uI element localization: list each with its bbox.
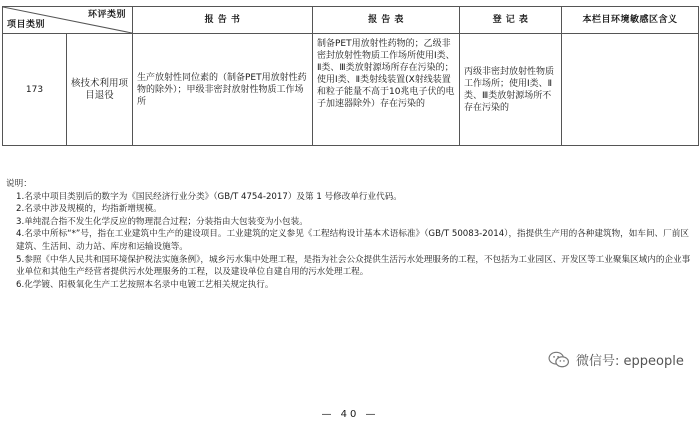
- registration-header: 登 记 表: [460, 7, 562, 34]
- registration-cell: 丙级非密封放射性物质工作场所；使用Ⅰ类、Ⅱ类、Ⅲ类放射源场所不存在污染的: [460, 34, 562, 146]
- notes-section: [6, 178, 696, 291]
- classification-table: [2, 6, 699, 146]
- report-book-header: 报 告 书: [133, 7, 313, 34]
- note-item: 1.名录中项目类别后的数字为《国民经济行业分类》（GB/T 4754-2017）及第 1 号修改单行业代码。: [16, 191, 402, 202]
- report-book-cell: 生产放射性同位素的（制备PET用放射性药物的除外）；甲级非密封放射性物质工作场所: [133, 34, 313, 146]
- wechat-watermark: [548, 350, 684, 369]
- note-item: 4.名录中所标“*”号，指在工业建筑中生产的建设项目。工业建筑的定义参见《工程结构设计基本术语标准》（GB/T 50083-2014），指提供生产用的各种建筑物，如车间、厂前区建筑、生活间、动力站、库房和运输设施等。: [16, 229, 689, 252]
- watermark-text: 微信号: eppeople: [576, 354, 684, 369]
- note-item: 6.化学镀、阳极氧化生产工艺按照本名录中电镀工艺相关规定执行。: [16, 279, 274, 290]
- project-category-label: 项目类别: [7, 20, 46, 30]
- page-number: — 40 —: [321, 409, 379, 420]
- category-header-cell: [3, 7, 133, 34]
- report-form-header: 报 告 表: [313, 7, 460, 34]
- row-number: 173: [3, 34, 67, 146]
- env-category-label: 环评类别: [87, 10, 126, 20]
- note-item: 2.名录中涉及规模的，均指新增规模。: [16, 204, 162, 215]
- sensitive-area-header: 本栏目环境敏感区含义: [562, 7, 699, 34]
- notes-title: 说明：: [6, 179, 32, 189]
- table-row: [3, 34, 699, 146]
- note-item: 5.参照《中华人民共和国环境保护税法实施条例》，城乡污水集中处理工程，是指为社会公众提供生活污水处理服务的工程，不包括为工业园区、开发区等工业聚集区域内的企业事业单位和其他生产经营者提供污水处理服务的工程，以及建设单位自建自用的污水处理工程。: [16, 254, 691, 278]
- wechat-icon: [548, 351, 570, 369]
- report-form-cell: 制备PET用放射性药物的；乙级非密封放射性物质工作场所使用Ⅰ类、Ⅱ类、Ⅲ类放射源场所存在污染的；使用Ⅰ类、Ⅱ类射线装置(X射线装置和粒子能量不高于10兆电子伏的电子加速器除外）存在污染的: [313, 34, 460, 146]
- table-header-row: [3, 7, 699, 34]
- project-item: 核技术利用项目退役: [67, 34, 133, 146]
- note-item: 3.单纯混合指不发生化学反应的物理混合过程；分装指由大包装变为小包装。: [16, 216, 308, 227]
- sensitive-area-cell: [562, 34, 699, 146]
